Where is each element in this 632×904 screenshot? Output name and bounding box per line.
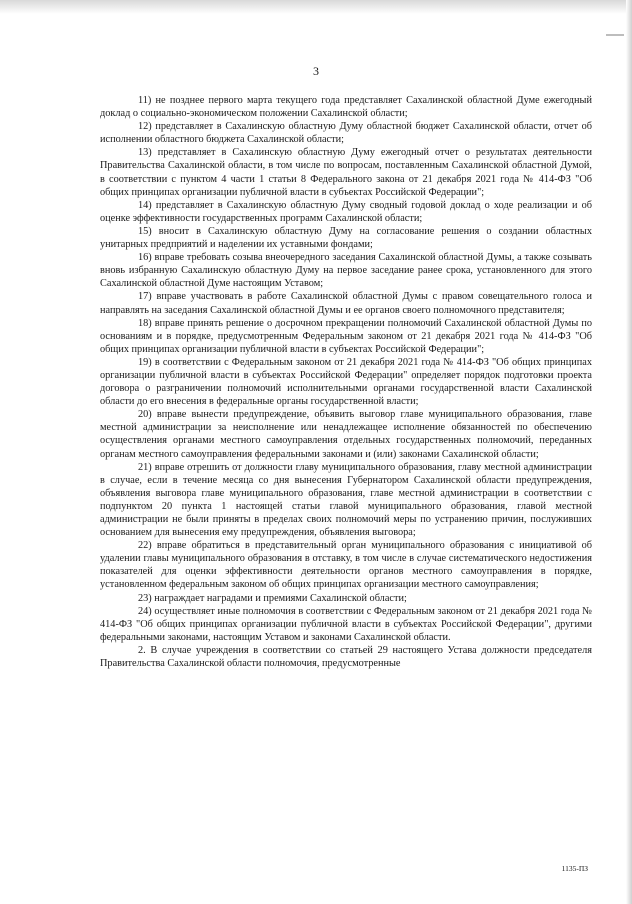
paragraph-section-2: 2. В случае учреждения в соответствии со статьей 29 настоящего Устава должности председателя Правительства Сахалинской области полномочия, предусмотренные [100, 644, 592, 670]
paragraph-item-11: 11) не позднее первого марта текущего года представляет Сахалинской областной Думе ежегодный доклад о социально-экономическом положении Сахалинской области; [100, 95, 592, 120]
scan-shadow-top [0, 0, 632, 14]
paragraph-item-13: 13) представляет в Сахалинскую областную Думу ежегодный отчет о результатах деятельности Правительства Сахалинской области, в том числе по вопросам, поставленным Сахалинской областной Думой, в соответствии с пунктом 4 части 1 статьи 8 Федерального закона от 21 декабря 2021 года № 414-ФЗ "Об общих принципах организации публичной власти в субъектах Российской Федерации"; [100, 147, 592, 198]
paragraph-item-21: 21) вправе отрешить от должности главу муниципального образования, главу местной администрации в случае, если в течение месяца со дня вынесения Губернатором Сахалинской области предупреждения, объявления выговора главе муниципального образования, главе местной администрации в соответствии с подпунктом 20 пункта 1 настоящей статьи главой муниципального образования, главой местной администрации не были приняты в пределах своих полномочий меры по устранению причин, послуживших основанием для вынесения ему предупреждения, объявления выговора; [100, 461, 592, 539]
paragraph-item-20: 20) вправе вынести предупреждение, объявить выговор главе муниципального образования, главе местной администрации за неисполнение или ненадлежащее исполнение обязанностей по обеспечению осуществления органами местного самоуправления отдельных государственных полномочий, переданных органам местного самоуправления федеральными законами и (или) законами Сахалинской области; [100, 409, 592, 460]
paragraph-item-12: 12) представляет в Сахалинскую областную Думу областной бюджет Сахалинской области, отчет об исполнении областного бюджета Сахалинской области; [100, 121, 592, 146]
document-code: 1135-ПЗ [561, 864, 588, 873]
page-number: 3 [313, 64, 319, 78]
paragraph-item-18: 18) вправе принять решение о досрочном прекращении полномочий Сахалинской областной Думы по основаниям и в порядке, предусмотренным Федеральным законом от 21 декабря 2021 года № 414-ФЗ "Об общих принципах организации публичной власти в субъектах Российской Федерации"; [100, 317, 592, 355]
paragraph-item-17: 17) вправе участвовать в работе Сахалинской областной Думы с правом совещательного голоса и направлять на заседания Сахалинской областной Думы и ее органов своего полномочного представителя; [100, 291, 592, 316]
scan-shadow-right [626, 0, 632, 904]
paragraph-item-22: 22) вправе обратиться в представительный орган муниципального образования с инициативой об удалении главы муниципального образования в отставку, в том числе в случае систематического недостижения показателей для оценки эффективности деятельности органов местного самоуправления в порядке, установленном федеральным законом об общих принципах организации местного самоуправления; [100, 540, 592, 591]
paragraph-item-15: 15) вносит в Сахалинскую областную Думу на согласование решения о создании областных унитарных предприятий и наделении их уставными фондами; [100, 225, 592, 251]
scan-corner-mark [606, 34, 624, 36]
paragraph-item-14: 14) представляет в Сахалинскую областную Думу сводный годовой доклад о ходе реализации и об оценке эффективности государственных программ Сахалинской области; [100, 199, 592, 224]
document-body [100, 94, 592, 670]
paragraph-item-24: 24) осуществляет иные полномочия в соответствии с Федеральным законом от 21 декабря 2021 года № 414-ФЗ "Об общих принципах организации публичной власти в субъектах Российской Федерации", другими федеральными законами, настоящим Уставом и законами Сахалинской области. [100, 605, 592, 643]
paragraph-item-23: 23) награждает наградами и премиями Сахалинской области; [138, 592, 407, 604]
paragraph-item-16: 16) вправе требовать созыва внеочередного заседания Сахалинской областной Думы, а также созывать вновь избранную Сахалинскую областную Думу на первое заседание ранее срока, установленного для этого Сахалинской областной Думе настоящим Уставом; [100, 252, 592, 290]
paragraph-item-19: 19) в соответствии с Федеральным законом от 21 декабря 2021 года № 414-ФЗ "Об общих принципах организации публичной власти в субъектах Российской Федерации" определяет порядок подготовки проекта договора о разграничении полномочий исполнительными органами государственной власти Сахалинской области до его внесения в федеральные органы государственной власти; [100, 356, 592, 408]
